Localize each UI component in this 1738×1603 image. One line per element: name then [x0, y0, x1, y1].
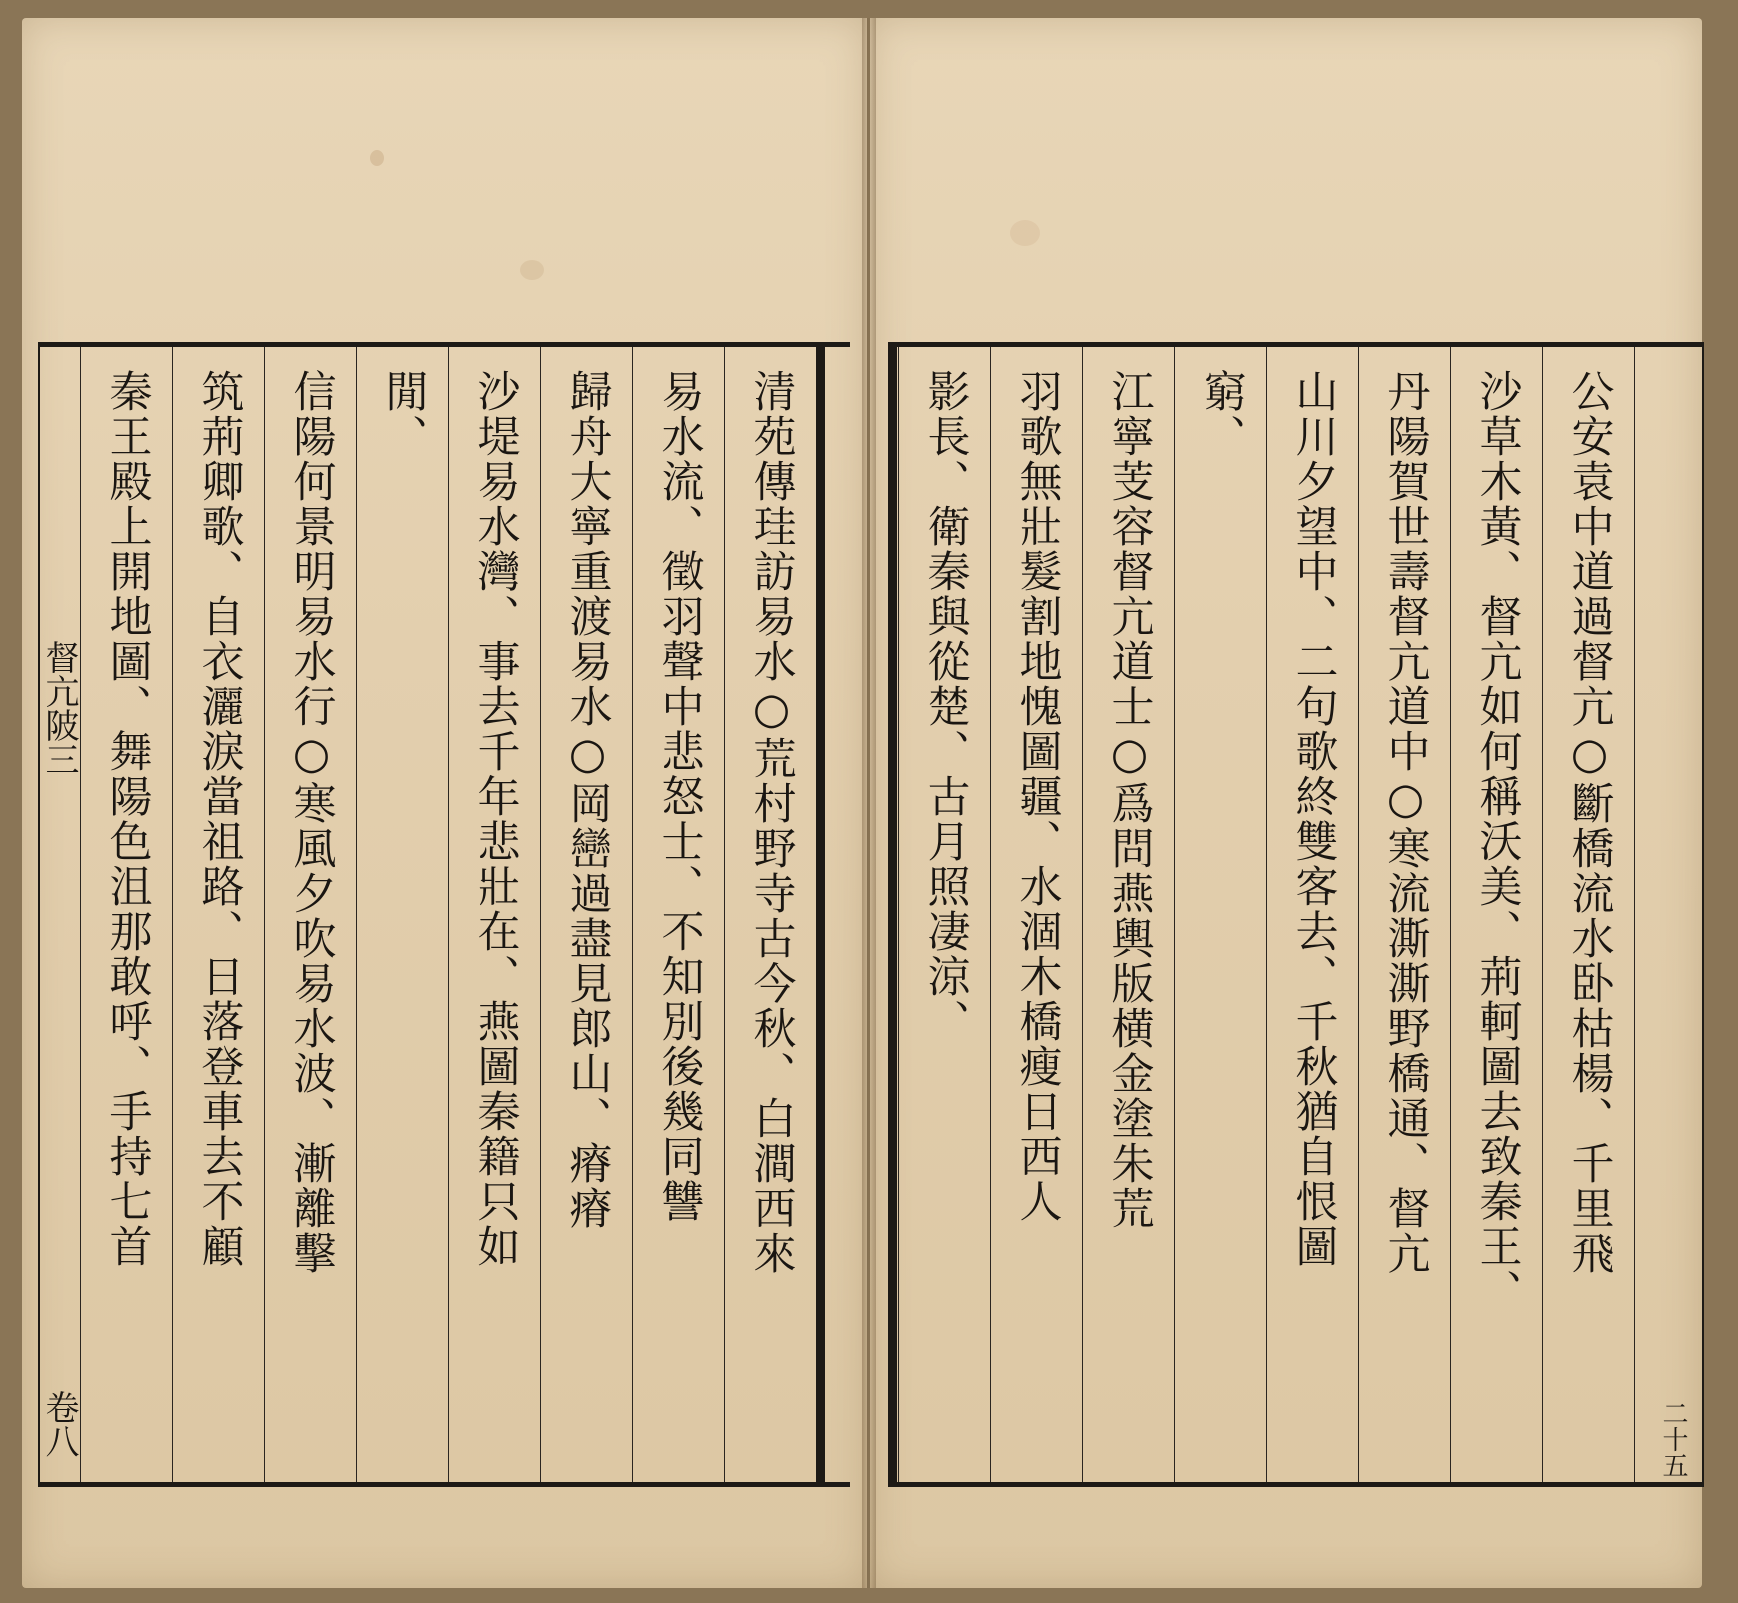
- center-fold-rule: [816, 347, 855, 1482]
- column-text: 清苑傳珪訪易水○荒村野寺古今秋、白澗西來: [746, 369, 797, 1276]
- column-text: 秦王殿上開地圖、舞陽色沮那敢呼、手持七首: [102, 369, 153, 1269]
- text-column: [448, 347, 541, 1482]
- left-margin-strip: [40, 347, 80, 1482]
- text-column: [540, 347, 633, 1482]
- text-column: [172, 347, 265, 1482]
- column-text: 影長、衛秦與從楚、古月照凄涼、: [920, 369, 971, 1044]
- text-column: [898, 347, 991, 1482]
- column-text: 山川夕望中、二句歌終雙客去、千秋猶自恨圖: [1288, 369, 1339, 1269]
- column-text: 信陽何景明易水行○寒風夕吹易水波、漸離擊: [286, 369, 337, 1276]
- center-fold-rule: [888, 347, 897, 1482]
- paper-stain: [370, 150, 384, 166]
- margin-volume: 卷八: [39, 1390, 79, 1458]
- right-text-frame: [888, 342, 1704, 1487]
- text-column: [1450, 347, 1543, 1482]
- text-column: [990, 347, 1083, 1482]
- left-text-frame: [38, 342, 850, 1487]
- margin-title: 督亢陂三: [39, 640, 79, 776]
- book-gutter: [862, 18, 876, 1588]
- paper-stain: [520, 260, 544, 280]
- text-column: [1174, 347, 1267, 1482]
- column-text: 易水流、徵羽聲中悲怒士、不知別後幾同讐: [654, 369, 705, 1224]
- text-column: [724, 347, 817, 1482]
- paper-stain: [1010, 220, 1040, 246]
- column-text: 丹陽賀世壽督亢道中○寒流澌澌野橋通、督亢: [1380, 369, 1431, 1276]
- column-text: 公安袁中道過督亢○斷橋流水卧枯楊、千里飛: [1564, 369, 1615, 1276]
- text-column: [264, 347, 357, 1482]
- column-text: 筑荊卿歌、自衣灑淚當祖路、日落登車去不顧: [194, 369, 245, 1269]
- column-text: 歸舟大寧重渡易水○岡巒過盡見郎山、瘠瘠: [562, 369, 613, 1231]
- column-text: 羽歌無壯髮割地愧圖疆、水涸木橋瘦日西人: [1012, 369, 1063, 1224]
- text-column: [80, 347, 173, 1482]
- text-column: [1082, 347, 1175, 1482]
- column-text: 沙草木黃、督亢如何稱沃美、荊軻圖去致秦王、: [1472, 369, 1523, 1314]
- page-number: 二十五: [1658, 1400, 1688, 1478]
- text-column: [356, 347, 449, 1482]
- text-column: [1542, 347, 1635, 1482]
- text-column: [1358, 347, 1451, 1482]
- column-text: 閒、: [378, 369, 429, 459]
- column-text: 江寧芰容督亢道士○爲問燕輿版横金塗朱荒: [1104, 369, 1155, 1231]
- column-text: 沙堤易水灣、事去千年悲壯在、燕圖秦籍只如: [470, 369, 521, 1269]
- text-column: [1266, 347, 1359, 1482]
- text-column: [632, 347, 725, 1482]
- column-text: 窮、: [1196, 369, 1247, 459]
- right-margin-strip: [1634, 347, 1701, 1482]
